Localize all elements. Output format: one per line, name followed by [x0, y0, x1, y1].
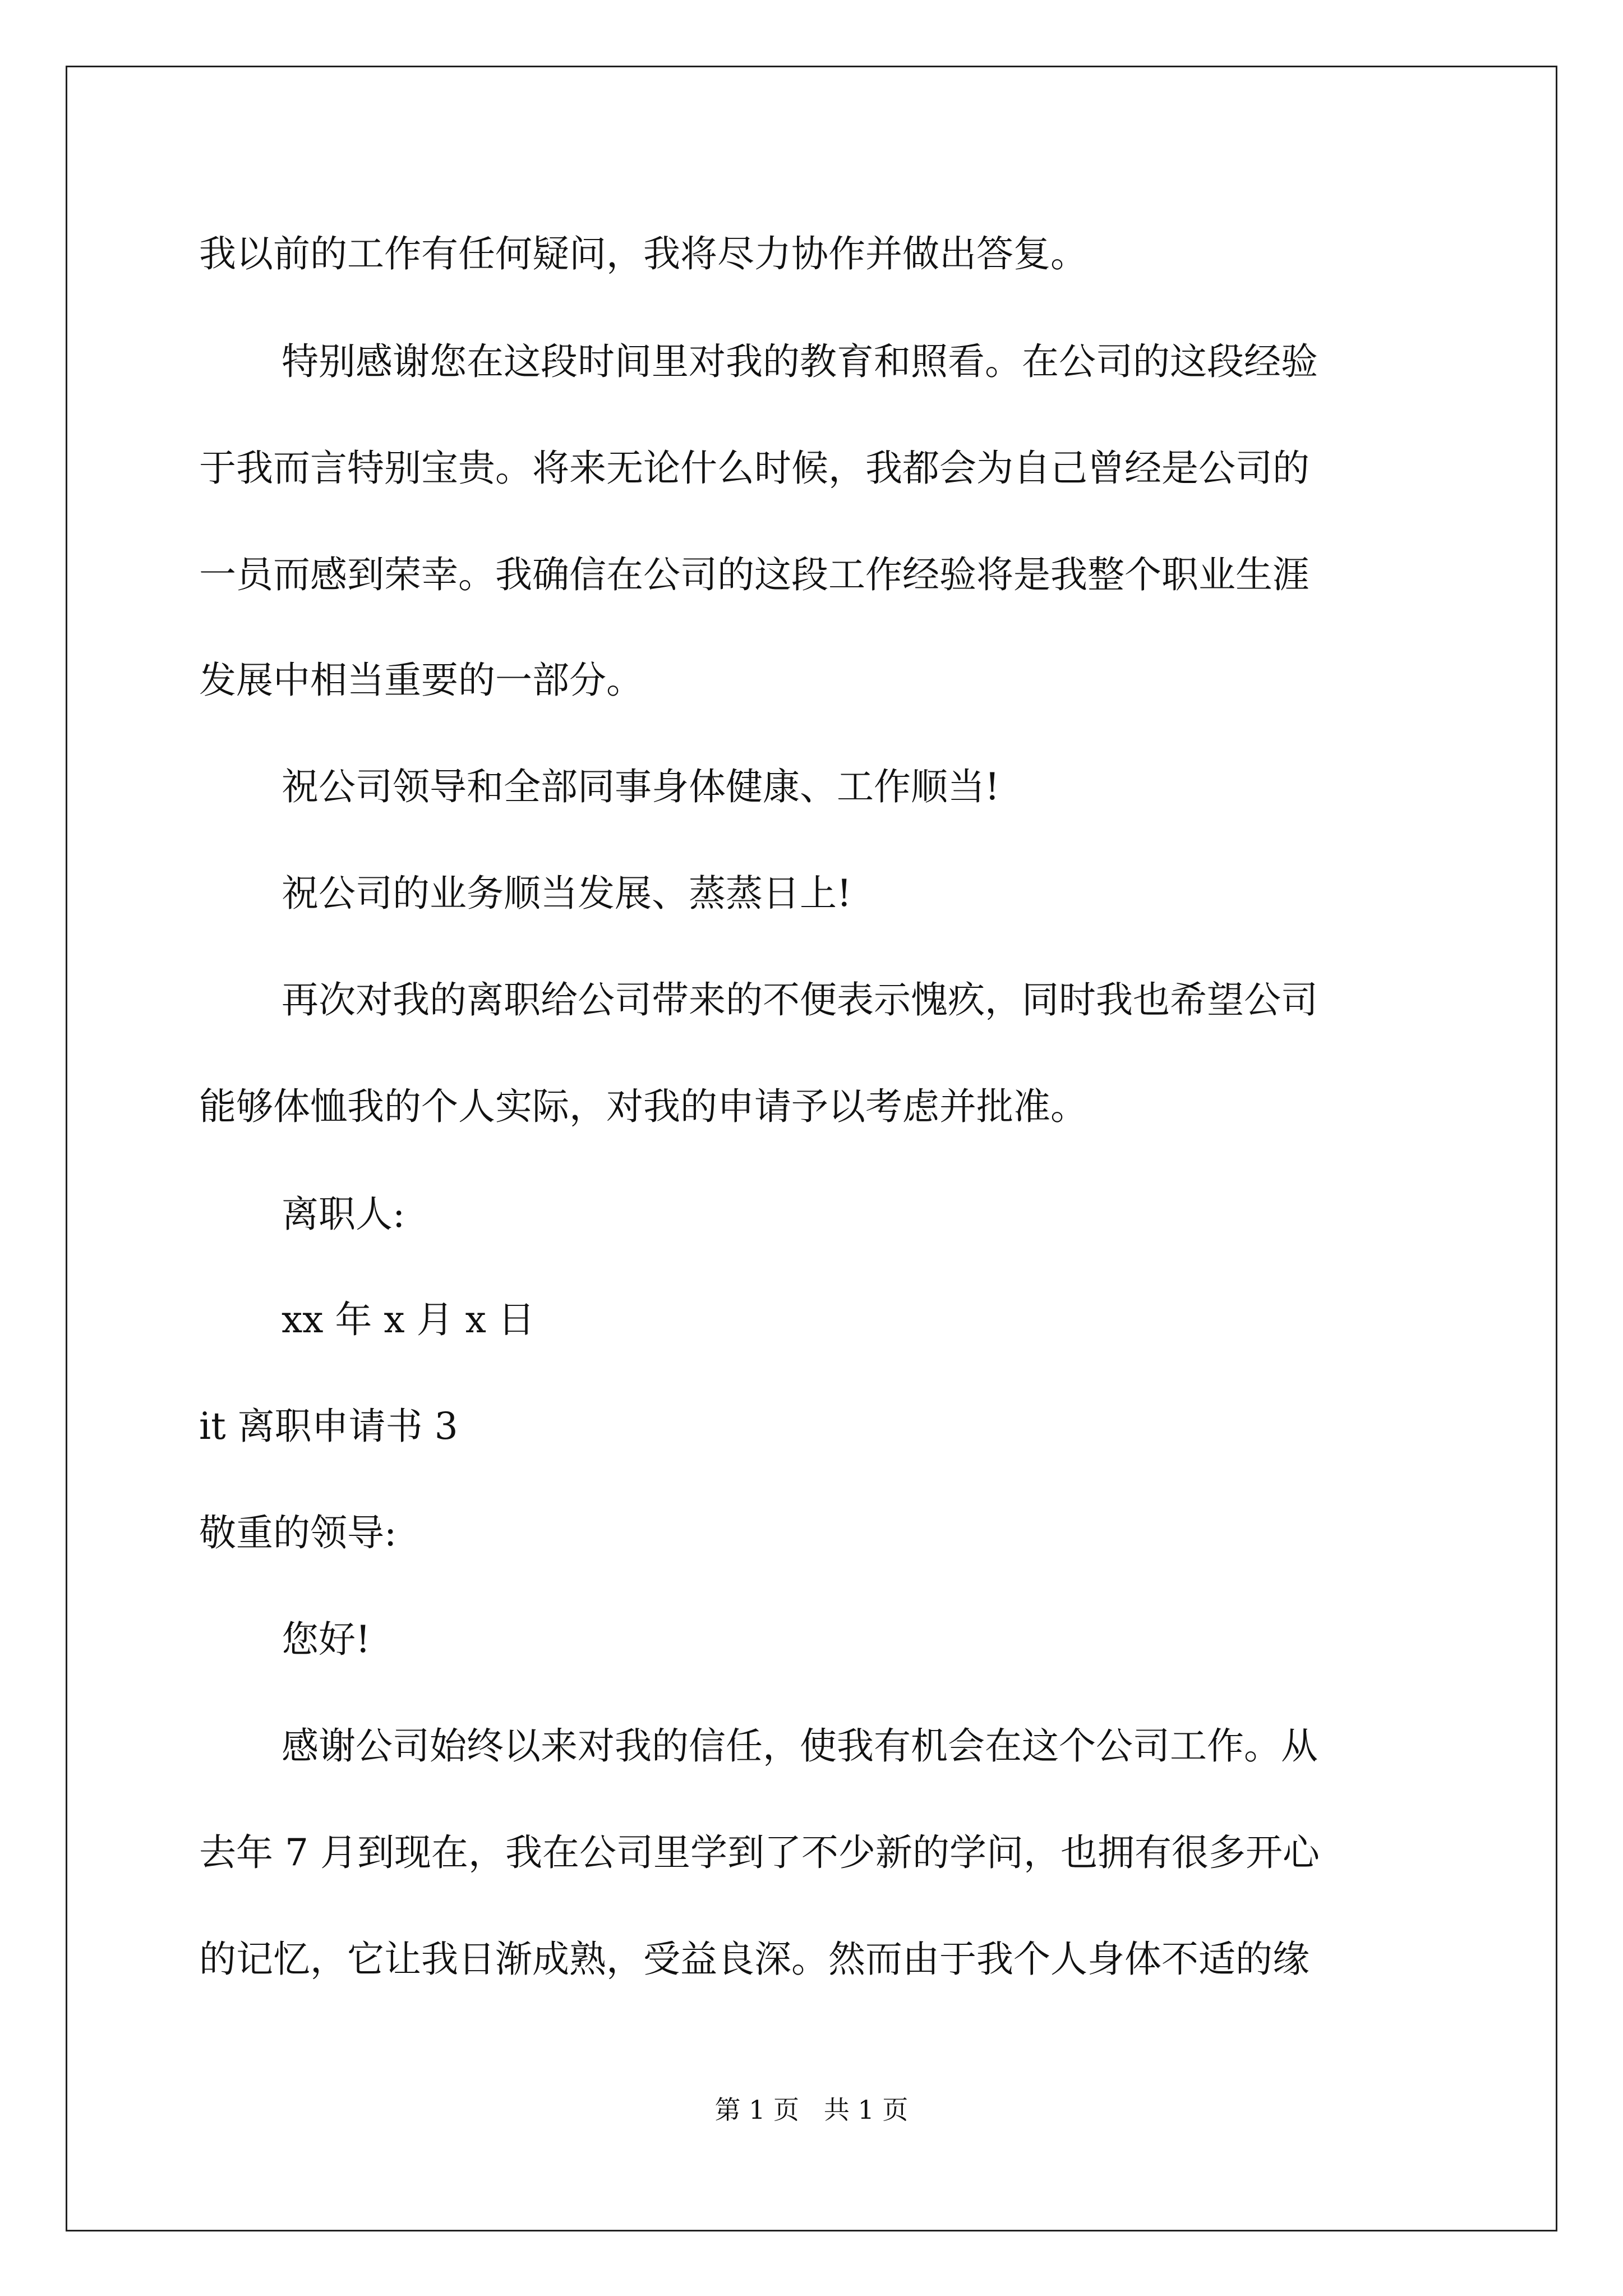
text-line: 祝公司领导和全部同事身体健康、工作顺当! [282, 765, 1000, 808]
text-line: 能够体恤我的个人实际，对我的申请予以考虑并批准。 [199, 1085, 1087, 1128]
text-line: 特别感谢您在这段时间里对我的教育和照看。在公司的这段经验 [282, 340, 1318, 383]
page-border [66, 66, 1557, 2231]
text-line: 于我而言特别宝贵。将来无论什么时候，我都会为自己曾经是公司的 [199, 447, 1310, 490]
text-line: 离职人: [282, 1193, 405, 1236]
section-heading: it 离职申请书 3 [199, 1405, 458, 1448]
text-line: 的记忆，它让我日渐成熟，受益良深。然而由于我个人身体不适的缘 [199, 1938, 1310, 1981]
greeting: 您好! [282, 1618, 371, 1661]
text-line: 一员而感到荣幸。我确信在公司的这段工作经验将是我整个职业生涯 [199, 553, 1310, 596]
text-line: 我以前的工作有任何疑问，我将尽力协作并做出答复。 [199, 232, 1087, 275]
text-line: 去年 7 月到现在，我在公司里学到了不少新的学问，也拥有很多开心 [199, 1831, 1320, 1874]
page-number-footer: 第 1 页 共 1 页 [714, 2095, 909, 2125]
salutation: 敬重的领导: [199, 1511, 397, 1554]
text-line: 发展中相当重要的一部分。 [199, 659, 643, 702]
text-line: 感谢公司始终以来对我的信任，使我有机会在这个公司工作。从 [282, 1724, 1318, 1768]
text-line: xx 年 x 月 x 日 [282, 1298, 535, 1341]
text-line: 再次对我的离职给公司带来的不便表示愧疚，同时我也希望公司 [282, 978, 1318, 1022]
text-line: 祝公司的业务顺当发展、蒸蒸日上! [282, 872, 852, 915]
